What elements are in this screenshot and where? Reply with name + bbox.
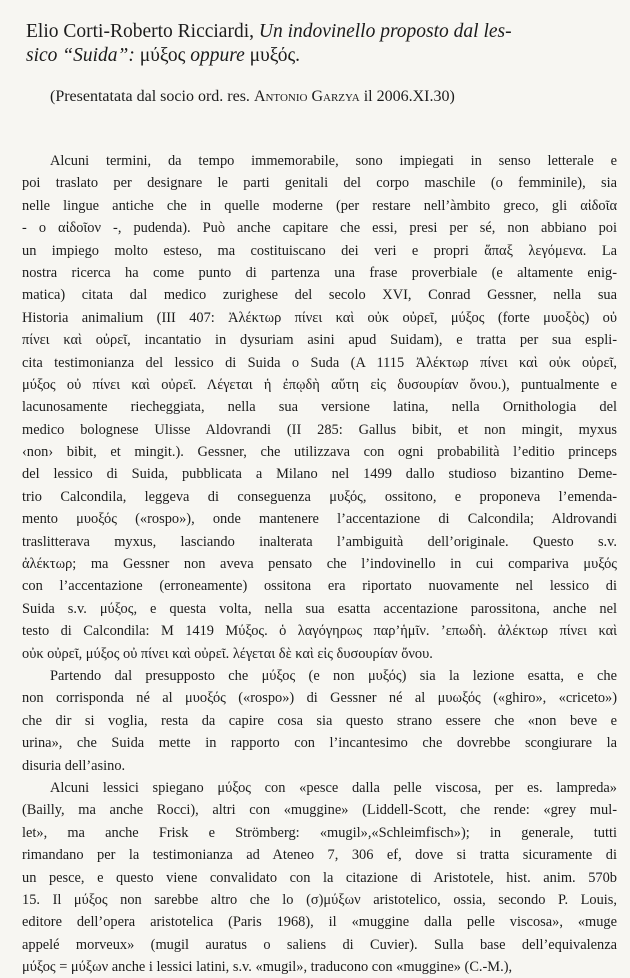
text-line: πίνει καὶ οὐρεῖ, incantatio in dysuriam asini apud Suidam), e tratta per sua espli- xyxy=(22,332,617,349)
text-line: mento μυοξός («rospo»), onde mantenere l’accentazione di Calcondila; Aldrovandi xyxy=(22,511,617,528)
text-line: cita testimonianza del lessico di Suida o Suda (A 1115 Ἀλέκτωρ πίνει καὶ οὐκ οὐρεῖ, xyxy=(22,354,617,371)
text-line: 15. Il μύξος non sarebbe altro che lo (σ)μύξων aristotelico, ossia, secondo P. Louis, xyxy=(22,891,617,908)
text-line: appelé morveux» (mugil auratus o saliens di Cuvier). Sulla base dell’equivalenza xyxy=(22,936,617,953)
paragraph xyxy=(22,777,617,978)
text-line: Alcuni termini, da tempo immemorabile, sono impiegati in senso letterale e xyxy=(50,153,617,169)
text-line: (Bailly, ma anche Rocci), altri con «muggine» (Liddell-Scott, che rende: «grey mul- xyxy=(22,802,617,819)
text-line: del lessico di Suida, pubblicata a Milano nel 1499 dallo studioso bizantino Deme- xyxy=(22,466,617,483)
text-line: disuria dell’asino. xyxy=(22,757,126,774)
presenter-name: Antonio Garzya xyxy=(253,88,360,105)
text-line: Historia animalium (III 407: Ἀλέκτωρ πίνει καὶ οὐκ οὐρεῖ, μύξος (forte μυοξὸς) οὐ xyxy=(22,309,617,326)
presentation-pre: (Presentatata dal socio ord. res. xyxy=(50,88,250,105)
text-line: poi traslato per designare le parti genitali del corpo maschile (o femminile), sia xyxy=(22,175,617,192)
body-text xyxy=(22,150,617,978)
presentation-note xyxy=(50,87,610,107)
text-line: - o αἰδοῖον -, pudenda). Può anche capitare che essi, presi per sé, non abbiano poi xyxy=(22,220,617,237)
text-line: lacunosamente riecheggiata, nella sua versione latina, nella Ornithologia del xyxy=(22,399,617,416)
text-line: trio Calcondila, leggeva di conseguenza μυξός, ossitono, e proponeva l’emenda- xyxy=(22,488,617,505)
paragraph xyxy=(22,150,617,665)
title-authors: Elio Corti-Roberto Ricciardi, xyxy=(26,21,254,42)
text-line: testo di Calcondila: M 1419 Μύξος. ὁ λαγόγηρως παρ’ἡμῖν. ’επωδὴ. ἀλέκτωρ πίνει καὶ xyxy=(22,623,617,640)
text-line: rimandano per la testimonianza ad Ateneo 7, 306 ef, dove si tratta sicuramente di xyxy=(22,847,617,864)
text-line: traslitterava myxus, lasciando inalterata l’ambiguità dell’originale. Questo s.v. xyxy=(22,533,617,550)
title-greek-2: μυξός. xyxy=(249,45,301,66)
presentation-post: il 2006.XI.30) xyxy=(363,88,455,105)
text-line: μύξος οὐ πίνει καὶ οὐρεῖ. Λέγεται ἡ ἐπῳδὴ αὕτη εἰς δυσουρίαν ὄνου.), puntualmente e xyxy=(22,376,617,393)
text-line: ἀλέκτωρ; ma Gessner non aveva pensato che l’indovinello in cui compariva μυξός xyxy=(22,556,617,573)
paragraph xyxy=(22,665,617,777)
title-greek-1: μύξος xyxy=(139,45,186,66)
text-line: un pesce, e questo viene convalidato con la citazione di Aristotele, hist. anim. 570b xyxy=(22,869,617,886)
text-line: matica) citata dal medico zurighese del secolo XVI, Conrad Gessner, nella sua xyxy=(22,287,617,304)
text-line: medico bolognese Ulisse Aldovrandi (II 285: Gallus bibit, et non mingit, myxus xyxy=(22,421,617,438)
title-italic-1: Un indovinello proposto dal les- xyxy=(258,21,512,42)
text-line: Suida s.v. μύξος, e questa volta, nella sua esatta accentazione parossitona, anche nel xyxy=(22,600,617,617)
title-italic-2: sico “Suida”: xyxy=(26,45,135,66)
text-line: nelle lingue antiche che in quelle moderne (per restare nell’àmbito greco, gli αἰδοῖα xyxy=(22,197,617,214)
text-line: urina», che Suida mette in rapporto con l’incantesimo che dovrebbe scongiurare la xyxy=(22,735,617,752)
text-line: Alcuni lessici spiegano μύξος con «pesce dalla pelle viscosa, per es. lampreda» xyxy=(50,779,617,796)
text-line: ‹non› bibit, et mingit.). Gessner, che utilizzava con ogni probabilità l’editio princeps xyxy=(22,444,617,461)
text-line: Partendo dal presupposto che μύξος (e non μυξός) sia la lezione esatta, e che xyxy=(50,667,617,684)
text-line: nostra ricerca ha come punto di partenza una frase proverbiale (e altamente enig- xyxy=(22,264,617,281)
text-line: con l’accentazione (erroneamente) ossitona era riportato nuovamente nel lessico di xyxy=(22,578,617,595)
text-line: μύξος = μύξων anche i lessici latini, s.v. «mugil», traducono con «muggine» (C.-M.), xyxy=(22,959,513,976)
text-line: οὐκ οὐρεῖ, μύξος οὐ πίνει καὶ οὐρεῖ. λέγεται δὲ καὶ εἰς δυσουρίαν ὄνου. xyxy=(22,645,433,662)
text-line: non corrisponda né al μυοξός («rospo») di Gessner né al μυωξός («ghiro», «criceto») xyxy=(22,690,617,707)
text-line: let», ma anche Frisk e Strömberg: «mugil»,«Schleimfisch»); in generale, tutti xyxy=(22,824,617,841)
text-line: editore dell’opera aristotelica (Paris 1968), il «muggine dalla pelle viscosa», «muge xyxy=(22,914,617,931)
article-title xyxy=(26,20,616,68)
text-line: che dir si voglia, resta da capire cosa sia questo strano essere che «non beve e xyxy=(22,712,617,729)
title-oppure: oppure xyxy=(190,45,245,66)
text-line: un impiego molto esteso, ma costituiscano dei veri e propri ἅπαξ λεγόμενα. La xyxy=(22,242,617,259)
